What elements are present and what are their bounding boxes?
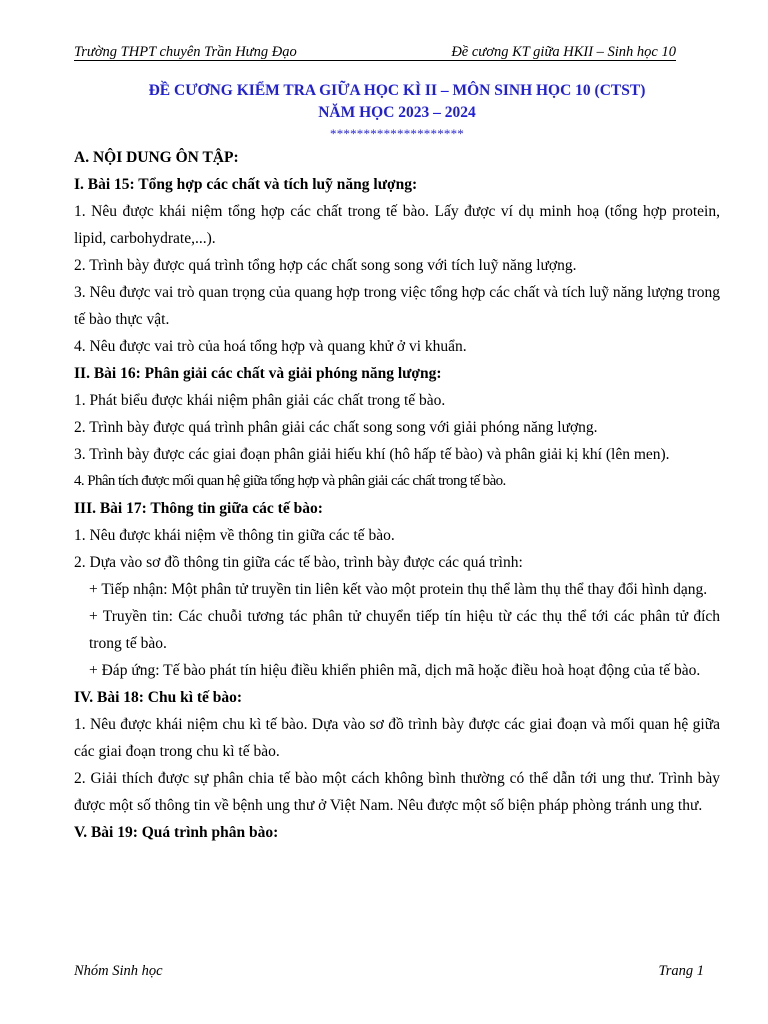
list-item: 2. Giải thích được sự phân chia tế bào một cách không bình thường có thể dẫn tới ung thư. Trình bày được một số thông tin về bệnh ung thư ở Việt Nam. Nêu được một số biện pháp phòng tránh ung thư. bbox=[74, 770, 720, 814]
list-item: 3. Trình bày được các giai đoạn phân giải hiếu khí (hô hấp tế bào) và phân giải kị khí (lên men). bbox=[74, 446, 670, 463]
lesson-heading: V. Bài 19: Quá trình phân bào: bbox=[74, 824, 279, 841]
document-title: ĐỀ CƯƠNG KIỂM TRA GIỮA HỌC KÌ II – MÔN SINH HỌC 10 (CTST) bbox=[148, 82, 646, 99]
list-item: 4. Nêu được vai trò của hoá tổng hợp và quang khử ở vi khuẩn. bbox=[74, 338, 467, 355]
lesson-heading: I. Bài 15: Tổng hợp các chất và tích luỹ năng lượng: bbox=[74, 176, 418, 193]
list-item: 1. Nêu được khái niệm tổng hợp các chất trong tế bào. Lấy được ví dụ minh hoạ (tổng hợp protein, lipid, carbohydrate,...). bbox=[74, 203, 720, 247]
list-item: 1. Nêu được khái niệm về thông tin giữa các tế bào. bbox=[74, 527, 395, 544]
list-item: 2. Trình bày được quá trình phân giải các chất song song với giải phóng năng lượng. bbox=[74, 419, 598, 436]
footer-group: Nhóm Sinh học bbox=[74, 963, 163, 979]
header-school: Trường THPT chuyên Trần Hưng Đạo bbox=[74, 44, 297, 60]
sub-list-item: + Tiếp nhận: Một phân tử truyền tin liên kết vào một protein thụ thể làm thụ thể thay đổi hình dạng. bbox=[89, 581, 708, 598]
title-divider-stars: ******************** bbox=[330, 126, 464, 141]
lesson-heading: IV. Bài 18: Chu kì tế bào: bbox=[74, 689, 243, 706]
sub-list-item: + Truyền tin: Các chuỗi tương tác phân tử chuyển tiếp tín hiệu từ các thụ thể tới các phân tử đích trong tế bào. bbox=[89, 608, 720, 652]
list-item: 2. Dựa vào sơ đồ thông tin giữa các tế bào, trình bày được các quá trình: bbox=[74, 554, 523, 571]
lesson-heading: III. Bài 17: Thông tin giữa các tế bào: bbox=[74, 500, 323, 517]
header-doc-ref: Đề cương KT giữa HKII – Sinh học 10 bbox=[451, 44, 676, 60]
section-heading: A. NỘI DUNG ÔN TẬP: bbox=[74, 149, 239, 166]
school-year: NĂM HỌC 2023 – 2024 bbox=[318, 104, 476, 121]
list-item: 3. Nêu được vai trò quan trọng của quang hợp trong việc tổng hợp các chất và tích luỹ năng lượng trong tế bào thực vật. bbox=[74, 284, 720, 328]
sub-list-item: + Đáp ứng: Tế bào phát tín hiệu điều khiển phiên mã, dịch mã hoặc điều hoà hoạt động của tế bào. bbox=[89, 662, 701, 679]
list-item: 4. Phân tích được mối quan hệ giữa tổng hợp và phân giải các chất trong tế bào. bbox=[74, 473, 506, 489]
list-item: 1. Nêu được khái niệm chu kì tế bào. Dựa vào sơ đồ trình bày được các giai đoạn và mối quan hệ giữa các giai đoạn trong chu kì tế bào. bbox=[74, 716, 720, 760]
lesson-heading: II. Bài 16: Phân giải các chất và giải phóng năng lượng: bbox=[74, 365, 442, 382]
list-item: 1. Phát biểu được khái niệm phân giải các chất trong tế bào. bbox=[74, 392, 446, 409]
list-item: 2. Trình bày được quá trình tổng hợp các chất song song với tích luỹ năng lượng. bbox=[74, 257, 577, 274]
page-number: Trang 1 bbox=[658, 963, 704, 979]
document-body bbox=[74, 144, 720, 846]
header-rule bbox=[74, 60, 676, 61]
